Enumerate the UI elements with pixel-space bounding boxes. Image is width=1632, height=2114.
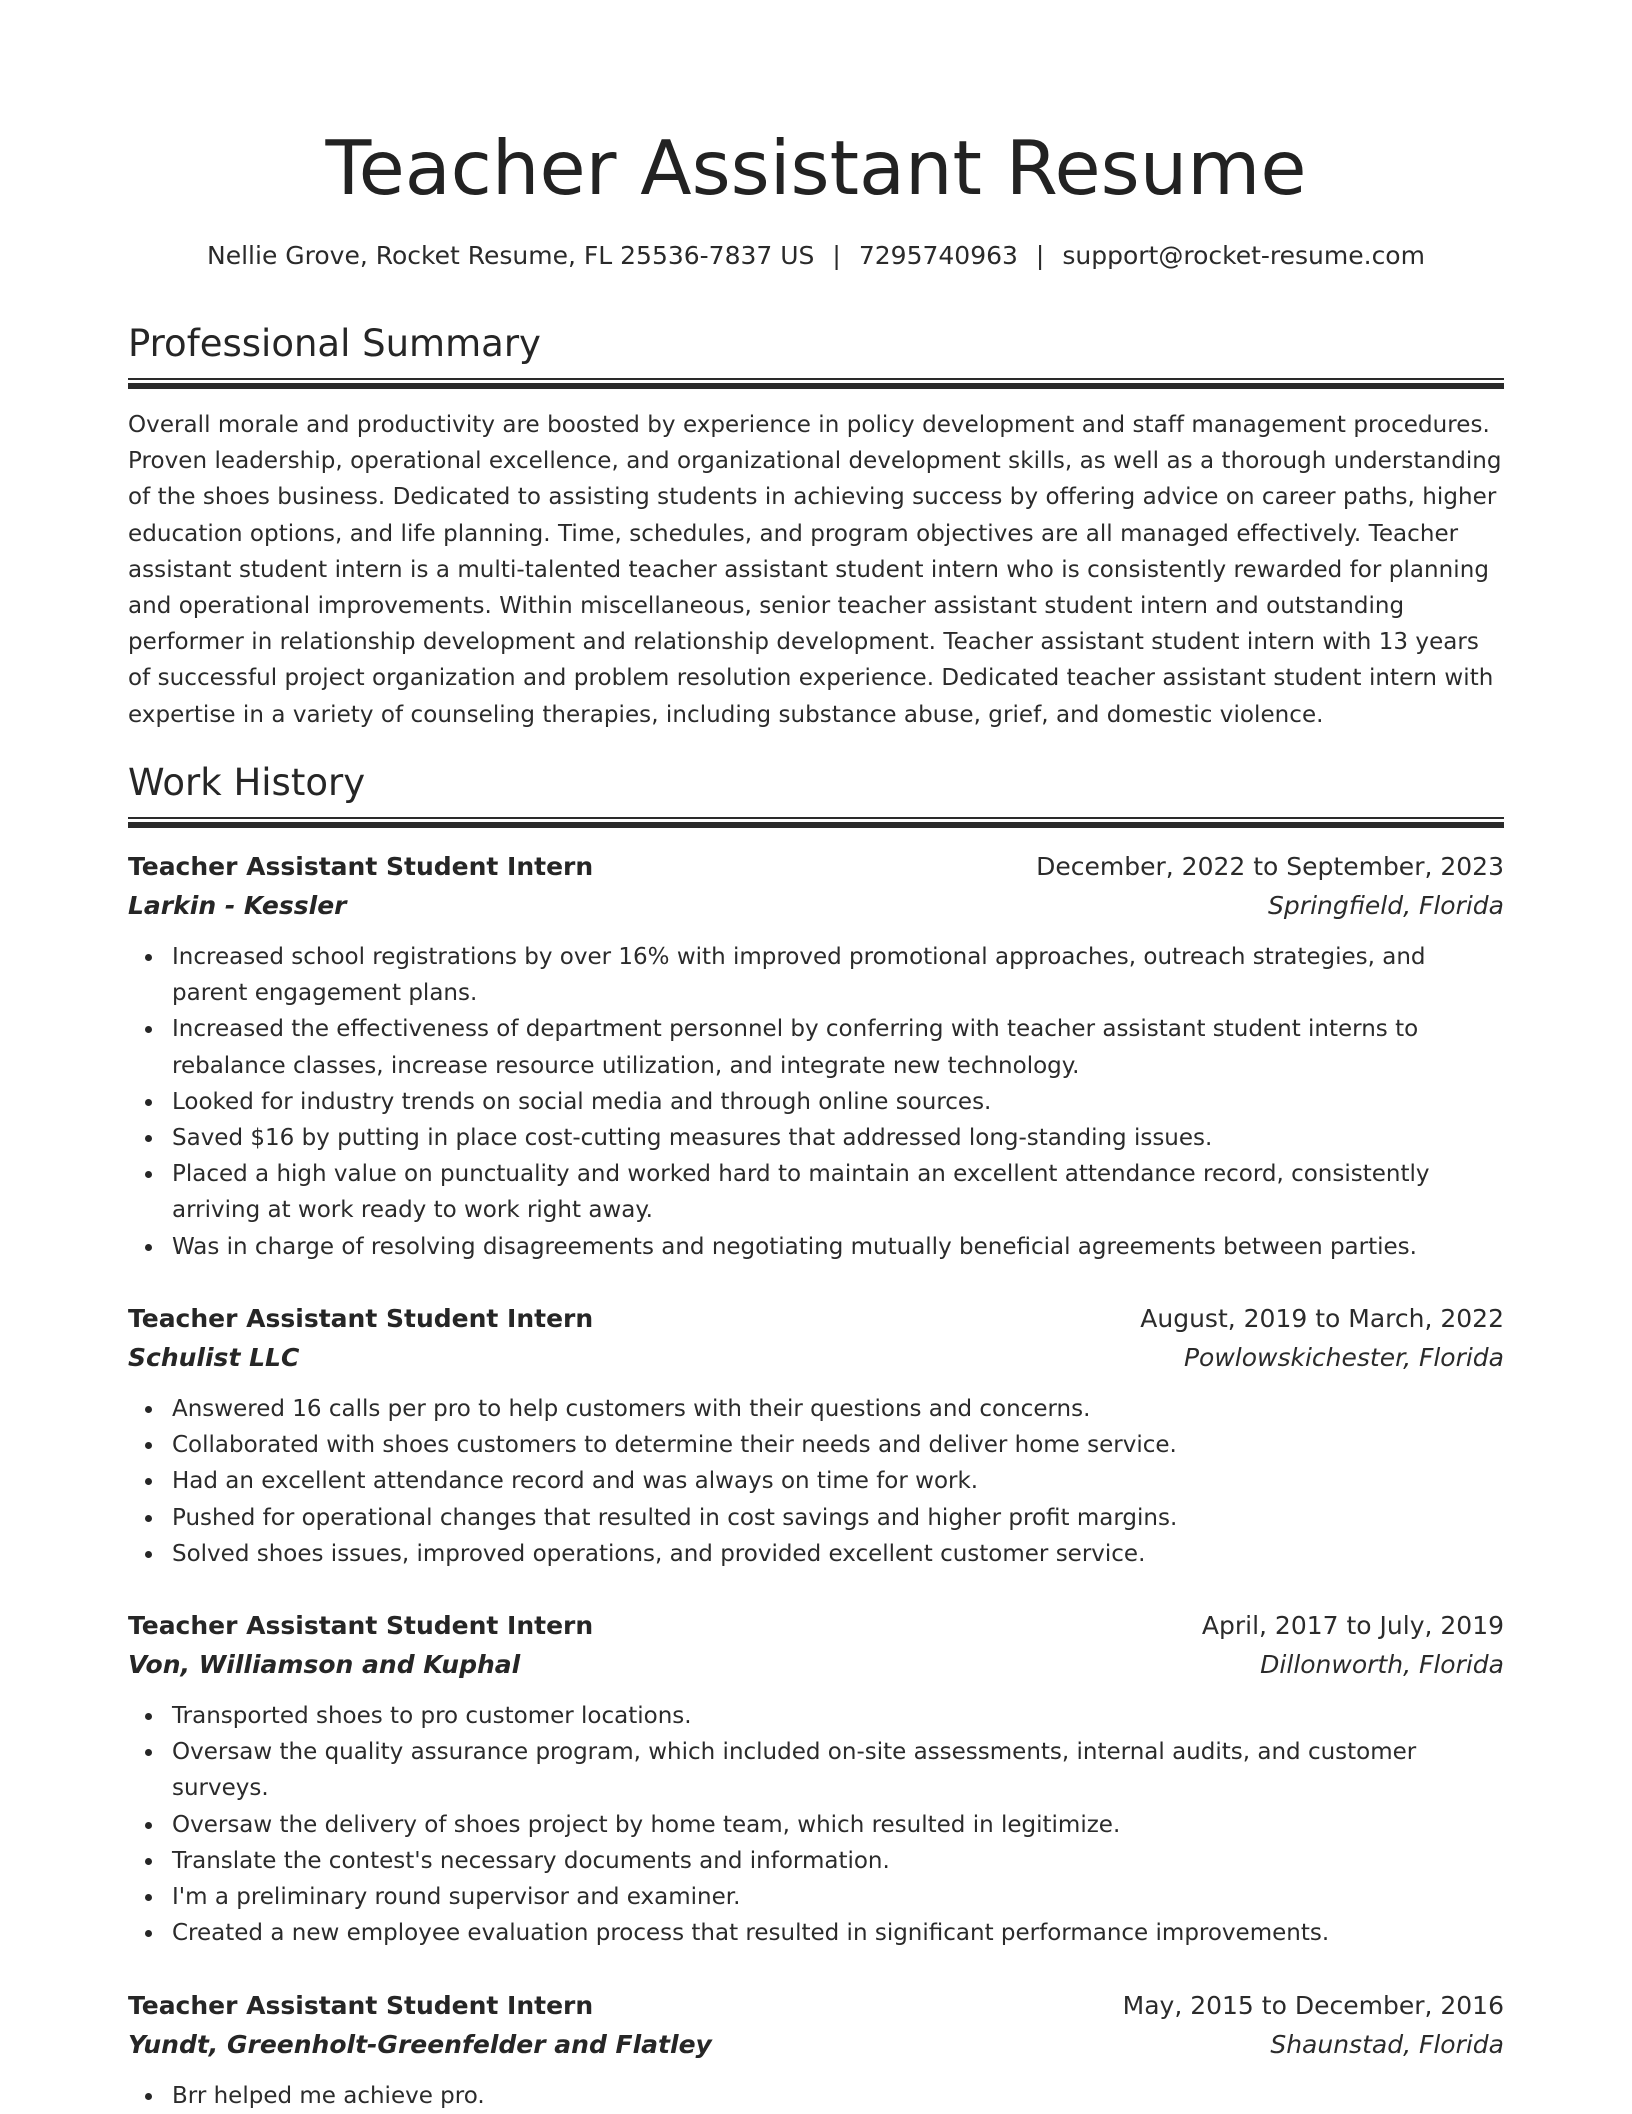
job-bullet-list <box>128 939 1504 1265</box>
job-entry <box>128 847 1504 1265</box>
job-header-row <box>128 1606 1504 1645</box>
job-bullet-list <box>128 2078 1504 2114</box>
job-dates: December, 2022 to September, 2023 <box>1036 852 1504 881</box>
job-bullet: Brr helped me achieve pro. <box>172 2078 1504 2114</box>
job-bullet: Collaborated with shoes customers to determine their needs and deliver home service. <box>172 1427 1504 1463</box>
job-bullet: Saved $16 by putting in place cost-cutting measures that addressed long-standing issues. <box>172 1120 1504 1156</box>
job-bullet: Answered 16 calls per pro to help customers with their questions and concerns. <box>172 1391 1504 1427</box>
job-location: Shaunstad, Florida <box>1270 2030 1504 2059</box>
job-header-row <box>128 1986 1504 2025</box>
summary-heading: Professional Summary <box>128 322 541 365</box>
contact-email: support@rocket-resume.com <box>1062 241 1425 270</box>
job-header-row <box>128 847 1504 886</box>
job-company-row <box>128 1338 1504 1377</box>
job-company-row <box>128 2025 1504 2064</box>
job-title: Teacher Assistant Student Intern <box>128 1611 594 1640</box>
summary-divider <box>128 378 1504 389</box>
job-bullet: Increased the effectiveness of department personnel by conferring with teacher assistant student interns to rebalance classes, increase resource utilization, and integrate new technology. <box>172 1011 1504 1083</box>
job-bullet: Was in charge of resolving disagreements and negotiating mutually beneficial agreements between parties. <box>172 1229 1504 1265</box>
summary-text: Overall morale and productivity are boosted by experience in policy development and staff management procedures. Proven leadership, operational excellence, and organizational development skills, as well as a thorough understanding of the shoes business. Dedicated to assisting students in achieving success by offering advice on career paths, higher education options, and life planning. Time, schedules, and program objectives are all managed effectively. Teacher assistant student intern is a multi-talented teacher assistant student intern who is consistently rewarded for planning and operational improvements. Within miscellaneous, senior teacher assistant student intern and outstanding performer in relationship development and relationship development. Teacher assistant student intern with 13 years of successful project organization and problem resolution experience. Dedicated teacher assistant student intern with expertise in a variety of counseling therapies, including substance abuse, grief, and domestic violence. <box>128 412 1502 728</box>
job-company-row <box>128 1645 1504 1684</box>
job-title: Teacher Assistant Student Intern <box>128 852 594 881</box>
resume-title: Teacher Assistant Resume <box>325 124 1307 212</box>
job-title: Teacher Assistant Student Intern <box>128 1991 594 2020</box>
job-entry <box>128 1606 1504 1951</box>
job-dates: May, 2015 to December, 2016 <box>1122 1991 1504 2020</box>
job-bullet: Increased school registrations by over 16% with improved promotional approaches, outreach strategies, and parent engagement plans. <box>172 939 1504 1011</box>
job-header-row <box>128 1299 1504 1338</box>
job-bullet-list <box>128 1698 1504 1951</box>
job-company-row <box>128 886 1504 925</box>
job-location: Powlowskichester, Florida <box>1183 1343 1504 1372</box>
job-bullet: I'm a preliminary round supervisor and examiner. <box>172 1879 1504 1915</box>
job-location: Dillonworth, Florida <box>1260 1650 1504 1679</box>
job-bullet: Placed a high value on punctuality and worked hard to maintain an excellent attendance record, consistently arriving at work ready to work right away. <box>172 1156 1504 1228</box>
job-entry <box>128 1299 1504 1572</box>
job-title: Teacher Assistant Student Intern <box>128 1304 594 1333</box>
job-bullet: Oversaw the quality assurance program, which included on-site assessments, internal audits, and customer surveys. <box>172 1734 1504 1806</box>
contact-separator: | <box>1035 241 1045 270</box>
job-company: Yundt, Greenholt-Greenfelder and Flatley <box>128 2030 712 2059</box>
work-history-divider <box>128 817 1504 828</box>
work-history-heading: Work History <box>128 761 366 804</box>
job-entry <box>128 1986 1504 2114</box>
job-bullet-list <box>128 1391 1504 1572</box>
job-bullet: Transported shoes to pro customer locations. <box>172 1698 1504 1734</box>
job-bullet: Solved shoes issues, improved operations, and provided excellent customer service. <box>172 1536 1504 1572</box>
job-bullet: Had an excellent attendance record and was always on time for work. <box>172 1463 1504 1499</box>
contact-phone: 7295740963 <box>858 241 1018 270</box>
contact-line <box>128 240 1504 272</box>
job-bullet: Oversaw the delivery of shoes project by home team, which resulted in legitimize. <box>172 1807 1504 1843</box>
job-company: Von, Williamson and Kuphal <box>128 1650 521 1679</box>
job-bullet: Pushed for operational changes that resulted in cost savings and higher profit margins. <box>172 1500 1504 1536</box>
job-bullet: Looked for industry trends on social media and through online sources. <box>172 1084 1504 1120</box>
job-dates: August, 2019 to March, 2022 <box>1140 1304 1504 1333</box>
contact-separator: | <box>832 241 841 270</box>
job-company: Larkin - Kessler <box>128 891 347 920</box>
job-bullet: Translate the contest's necessary documents and information. <box>172 1843 1504 1879</box>
job-location: Springfield, Florida <box>1268 891 1504 920</box>
job-company: Schulist LLC <box>128 1343 300 1372</box>
job-bullet: Created a new employee evaluation process that resulted in significant performance improvements. <box>172 1915 1504 1951</box>
job-dates: April, 2017 to July, 2019 <box>1201 1611 1504 1640</box>
contact-address: Nellie Grove, Rocket Resume, FL 25536-7837 US <box>207 241 815 270</box>
